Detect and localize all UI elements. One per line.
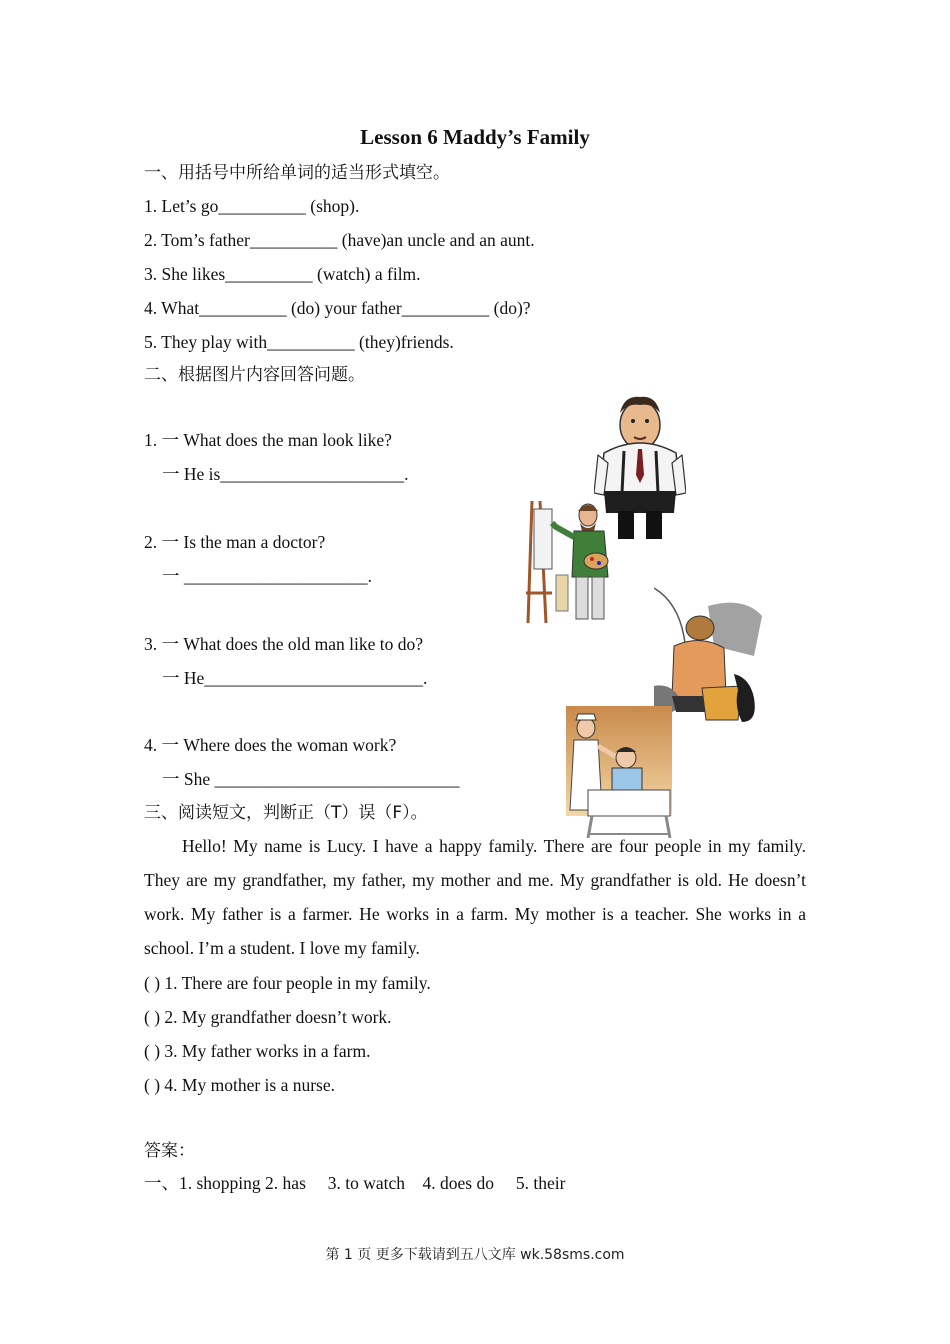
question-4: 4. 一 Where does the woman work? (144, 735, 397, 755)
question-2: 2. 一 Is the man a doctor? (144, 532, 326, 552)
tf-statement-4: ( ) 4. My mother is a nurse. (144, 1075, 336, 1095)
page-footer: 第 1 页 更多下载请到五八文库 wk.58sms.com (325, 1247, 625, 1263)
answer-line-4: 一 She ____________________________ (162, 769, 460, 789)
reading-passage (144, 829, 806, 965)
fill-item-2: 2. Tom’s father__________ (have)an uncle and an aunt. (144, 230, 535, 250)
section2-heading: 二、根据图片内容回答问题。 (144, 365, 365, 385)
painter-illustration (522, 497, 622, 625)
section1-heading: 一、用括号中所给单词的适当形式填空。 (144, 163, 450, 183)
passage-text: Hello! My name is Lucy. I have a happy family. There are four people in my family. They are my grandfather, my father, my mother and me. My grandfather is old. He doesn’t work. My father is a farmer. He works in a farm. My mother is a teacher. She works in a school. I’m a student. I love my family. (144, 836, 806, 958)
fill-item-5: 5. They play with__________ (they)friends. (144, 332, 454, 352)
question-1: 1. 一 What does the man look like? (144, 430, 392, 450)
question-3: 3. 一 What does the old man like to do? (144, 634, 423, 654)
tf-statement-1: ( ) 1. There are four people in my family. (144, 973, 431, 993)
answer-line-3: 一 He_________________________. (162, 668, 428, 688)
page-title: Lesson 6 Maddy’s Family (360, 125, 590, 149)
fishing-old-man-illustration (654, 586, 762, 726)
answers-line-1: 一、1. shopping 2. has 3. to watch 4. does do 5. their (144, 1173, 566, 1193)
section3-heading: 三、阅读短文，判断正（T）误（F）。 (144, 803, 428, 823)
tf-statement-2: ( ) 2. My grandfather doesn’t work. (144, 1007, 392, 1027)
answers-heading: 答案： (144, 1141, 195, 1161)
answer-line-2: 一 _____________________. (162, 566, 372, 586)
fill-item-1: 1. Let’s go__________ (shop). (144, 196, 360, 216)
fill-item-4: 4. What__________ (do) your father__________ (do)? (144, 298, 531, 318)
fill-item-3: 3. She likes__________ (watch) a film. (144, 264, 421, 284)
answer-line-1: 一 He is_____________________. (162, 464, 409, 484)
nurse-hospital-illustration (566, 706, 672, 838)
tf-statement-3: ( ) 3. My father works in a farm. (144, 1041, 371, 1061)
